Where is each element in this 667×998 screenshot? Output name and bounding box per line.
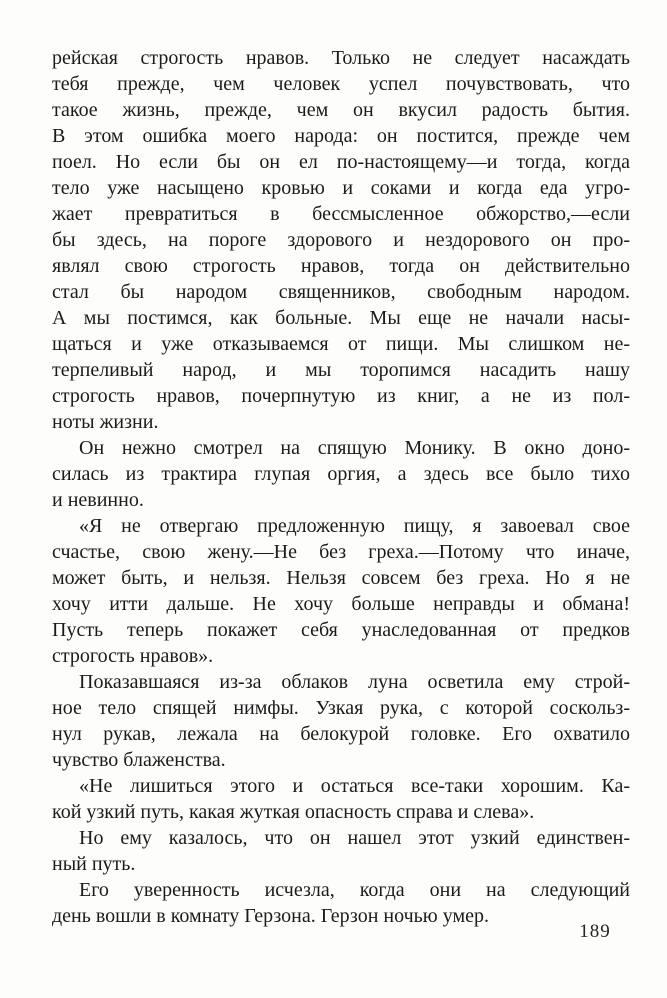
paragraph: [52, 669, 630, 773]
text-line: тело уже насыщено кровью и соками и когда еда угро-: [52, 177, 630, 199]
text-line: строгость нравов».: [52, 645, 214, 667]
paragraph: [52, 825, 630, 877]
text-line: жает превратиться в бессмысленное обжорство,—если: [52, 203, 630, 225]
text-line: Он нежно смотрел на спящую Монику. В окно доно-: [79, 437, 630, 459]
text-line: такое жизнь, прежде, чем он вкусил радость бытия.: [52, 99, 630, 121]
text-line: «Я не отвергаю предложенную пищу, я завоевал свое: [79, 515, 630, 537]
paragraph: [52, 877, 630, 929]
text-line: поел. Но если бы он ел по-настоящему—и тогда, когда: [52, 151, 630, 173]
text-line: щаться и уже отказываемся от пищи. Мы слишком не-: [52, 333, 630, 355]
text-line: рейская строгость нравов. Только не следует насаждать: [52, 47, 630, 69]
paragraph: [52, 45, 630, 435]
text-line: хочу итти дальше. Не хочу больше неправды и обмана!: [52, 593, 630, 615]
text-line: Его уверенность исчезла, когда они на следующий: [79, 879, 630, 901]
page-text: [52, 45, 630, 929]
text-line: день вошли в комнату Герзона. Герзон ночью умер.: [52, 905, 489, 927]
text-line: чувство блаженства.: [52, 749, 226, 771]
text-line: кой узкий путь, какая жуткая опасность справа и слева».: [52, 801, 535, 823]
text-line: стал бы народом священников, свободным народом.: [52, 281, 630, 303]
text-line: Пусть теперь покажет себя унаследованная от предков: [52, 619, 630, 641]
text-line: бы здесь, на пороге здорового и нездорового он про-: [52, 229, 630, 251]
text-line: терпеливый народ, и мы торопимся насадить нашу: [52, 359, 630, 381]
paragraph: [52, 513, 630, 669]
text-line: ный путь.: [52, 853, 136, 875]
paragraph: [52, 435, 630, 513]
text-line: тебя прежде, чем человек успел почувствовать, что: [52, 73, 630, 95]
text-line: силась из трактира глупая оргия, а здесь все было тихо: [52, 463, 630, 485]
text-line: Но ему казалось, что он нашел этот узкий единствен-: [79, 827, 630, 849]
text-line: ное тело спящей нимфы. Узкая рука, с которой соскольз-: [52, 697, 630, 719]
text-line: может быть, и нельзя. Нельзя совсем без греха. Но я не: [52, 567, 630, 589]
text-line: строгость нравов, почерпнутую из книг, а не из пол-: [52, 385, 630, 407]
text-line: являл свою строгость нравов, тогда он действительно: [52, 255, 630, 277]
paragraph: [52, 773, 630, 825]
text-line: Показавшаяся из-за облаков луна осветила ему строй-: [79, 671, 630, 693]
text-line: счастье, свою жену.—Не без греха.—Потому что иначе,: [52, 541, 630, 563]
text-line: нул рукав, лежала на белокурой головке. Его охватило: [52, 723, 630, 745]
text-line: и невинно.: [52, 489, 144, 511]
text-line: А мы постимся, как больные. Мы еще не начали насы-: [52, 307, 630, 329]
text-line: В этом ошибка моего народа: он постится, прежде чем: [52, 125, 630, 147]
page-number: 189: [579, 921, 611, 942]
text-line: «Не лишиться этого и остаться все-таки хорошим. Ка-: [79, 775, 630, 797]
text-line: ноты жизни.: [52, 411, 159, 433]
